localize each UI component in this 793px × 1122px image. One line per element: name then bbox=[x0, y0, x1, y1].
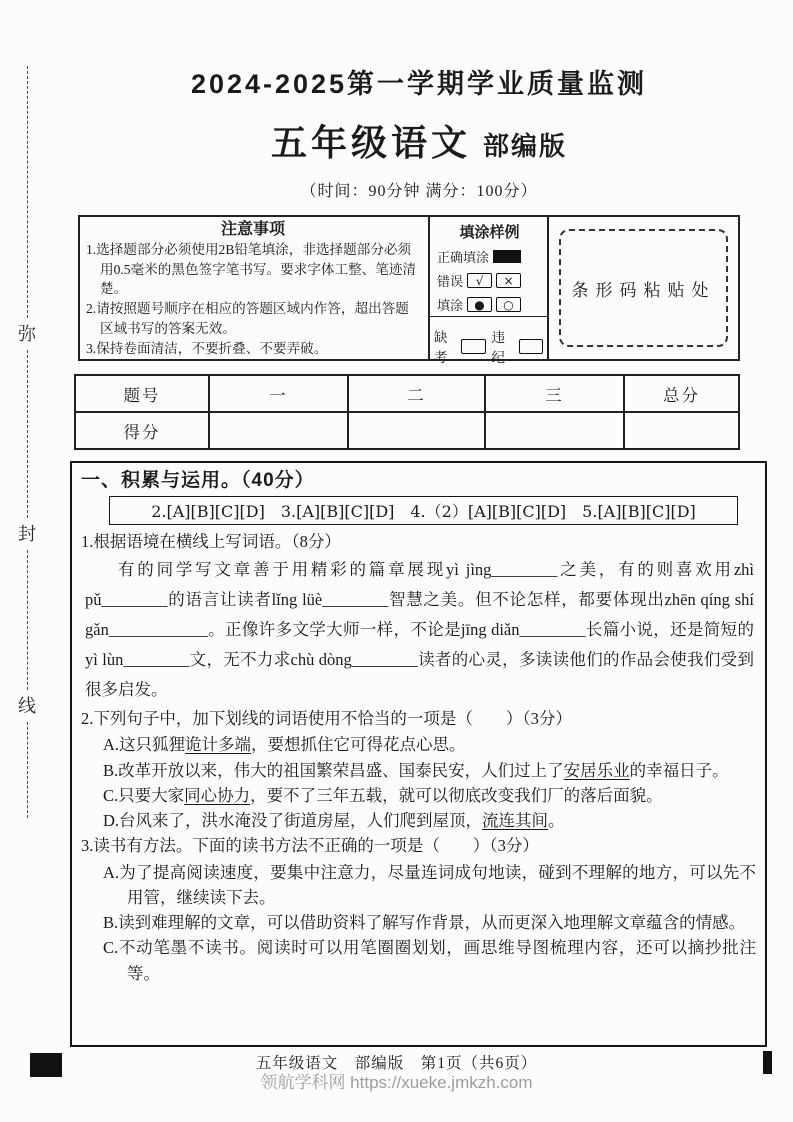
fill-sample-section bbox=[428, 217, 547, 365]
score-header-row bbox=[75, 375, 739, 412]
section-heading: 一、积累与运用。（40分） bbox=[81, 470, 315, 491]
seal-char-mi: 弥 bbox=[18, 324, 36, 344]
score-header-cell: 一 bbox=[209, 375, 348, 412]
score-header-cell: 三 bbox=[485, 375, 624, 412]
fill-sample-title: 填涂样例 bbox=[459, 224, 520, 241]
question-3-option-c: C.不动笔墨不读书。阅读时可以用笔圈圈划划，画思维导图梳理内容，还可以摘抄批注等。 bbox=[103, 938, 756, 983]
fill-sample-main bbox=[430, 217, 547, 316]
correct-fill-label: 正确填涂 bbox=[437, 250, 490, 265]
score-empty-cell bbox=[485, 412, 624, 449]
score-empty-cell bbox=[624, 412, 739, 449]
score-empty-cell bbox=[209, 412, 348, 449]
violation-label: 违纪 bbox=[491, 330, 505, 365]
underlined-phrase: 同心协力 bbox=[184, 785, 251, 805]
fill-sample-correct-row bbox=[437, 247, 542, 266]
score-header-cell: 二 bbox=[348, 375, 485, 412]
option-text: ，要想抓住它可得花点心思。 bbox=[251, 735, 466, 755]
violation-checkbox bbox=[519, 339, 543, 354]
notice-box bbox=[78, 215, 740, 365]
notice-title: 注意事项 bbox=[220, 221, 285, 238]
question-1-passage: 有的同学写文章善于用精彩的篇章展现yì jìng________之美，有的则喜欢用zhì pǔ________的语言让读者lǐng lüè________智慧之美。但不论怎样，都要体现出zhēn qíng shí gǎn____________。正像许多文学大师一样，不论是jīng diǎn________长篇小说，还是简短的yì lùn________文，无不力求chù dòng________读者的心灵，多读读他们的作品会使我们受到很多启发。 bbox=[85, 559, 754, 699]
absent-label: 缺考 bbox=[434, 330, 448, 365]
exam-title: 2024-2025第一学期学业质量监测 bbox=[190, 69, 648, 99]
answer-bubble-row: 2.[A][B][C][D] 3.[A][B][C][D] 4.（2）[A][B][C][D] 5.[A][B][C][D] bbox=[109, 496, 738, 525]
seal-dashed-line bbox=[27, 722, 28, 818]
paper-header bbox=[70, 0, 768, 201]
question-1-stem: 1.根据语境在横线上写词语。（8分） bbox=[81, 531, 341, 551]
option-text: 的幸福日子。 bbox=[629, 760, 729, 780]
subject-line bbox=[70, 115, 768, 166]
question-2-option-a bbox=[81, 732, 756, 757]
underlined-phrase: 流连其间 bbox=[482, 811, 549, 831]
notice-item: 1.选择题部分必须使用2B铅笔填涂，非选择题部分必须用0.5毫米的黑色签字笔书写。要求字体工整、笔迹清楚。 bbox=[86, 242, 417, 297]
question-2-stem: 2.下列句子中，加下划线的词语使用不恰当的一项是（ ）（3分） bbox=[81, 709, 572, 729]
question-3-stem: 3.读书有方法。下面的读书方法不正确的一项是（ ）（3分） bbox=[81, 836, 539, 856]
absent-checkbox bbox=[461, 339, 485, 354]
option-text: B.改革开放以来，伟大的祖国繁荣昌盛、国泰民安，人们过上了 bbox=[103, 760, 564, 780]
seal-char-feng: 封 bbox=[18, 524, 36, 544]
barcode-paste-area: 条形码粘贴处 bbox=[559, 229, 728, 347]
registration-mark-right bbox=[763, 1051, 772, 1074]
fill-label: 填涂 bbox=[437, 298, 464, 313]
option-text: 。 bbox=[548, 811, 565, 831]
question-3-option-b: B.读到难理解的文章，可以借助资料了解写作背景，从而更深入地理解文章蕴含的情感。 bbox=[103, 913, 746, 933]
notice-item: 3.保持卷面清洁，不要折叠、不要弄破。 bbox=[86, 340, 328, 356]
option-text: D.台风来了，洪水淹没了街道房屋，人们爬到屋顶， bbox=[103, 811, 483, 831]
notice-item: 2.请按照题号顺序在相应的答题区域内作答，超出答题区域书写的答案无效。 bbox=[86, 301, 409, 336]
score-header-cell: 总分 bbox=[624, 375, 739, 412]
seal-char-xian: 线 bbox=[18, 696, 36, 716]
score-empty-cell bbox=[348, 412, 485, 449]
fill-sample-fill-row bbox=[437, 295, 542, 314]
watermark: 领航学科网 https://xueke.jmkzh.com bbox=[260, 1073, 533, 1092]
question-3-option-a: A.为了提高阅读速度，要集中注意力，尽量连词成句地读，碰到不理解的地方，可以先不用管，继续读下去。 bbox=[103, 862, 756, 907]
option-text: ，要不了三年五载，就可以彻底改变我们厂的落后面貌。 bbox=[250, 785, 663, 805]
wrong-label: 错误 bbox=[437, 274, 464, 289]
cross-box-icon: × bbox=[496, 273, 521, 288]
question-2-option-c bbox=[81, 783, 756, 808]
fill-sample-wrong-row bbox=[437, 271, 542, 290]
underlined-phrase: 安居乐业 bbox=[563, 760, 630, 780]
option-text: C.只要大家 bbox=[103, 785, 185, 805]
edition-label: 部编版 bbox=[483, 131, 568, 161]
absent-violation-row bbox=[430, 316, 547, 370]
seal-dashed-line bbox=[27, 350, 28, 518]
question-2-option-d bbox=[81, 808, 756, 833]
seal-margin bbox=[14, 66, 40, 878]
question-2-option-b bbox=[81, 758, 756, 783]
score-header-cell: 题号 bbox=[75, 375, 209, 412]
score-row-label: 得分 bbox=[75, 412, 209, 449]
subject-title: 五年级语文 bbox=[270, 122, 471, 163]
filled-rectangle-icon bbox=[493, 250, 521, 263]
time-score-meta: （时间：90分钟 满分：100分） bbox=[300, 183, 538, 200]
score-table bbox=[74, 374, 740, 450]
page-footer: 五年级语文 部编版 第1页（共6页） bbox=[255, 1055, 538, 1072]
option-text: A.这只狐狸 bbox=[103, 735, 186, 755]
seal-dashed-line bbox=[27, 550, 28, 690]
filled-dot-box-icon: ● bbox=[467, 297, 492, 312]
seal-dashed-line bbox=[27, 66, 28, 318]
registration-mark-left bbox=[30, 1053, 62, 1077]
notice-section bbox=[80, 217, 428, 359]
section-one-box bbox=[70, 461, 767, 1047]
paper-content bbox=[70, 0, 768, 1047]
hollow-circle-box-icon: ○ bbox=[496, 297, 521, 312]
barcode-section bbox=[547, 217, 738, 359]
score-value-row bbox=[75, 412, 739, 449]
underlined-phrase: 诡计多端 bbox=[185, 735, 252, 755]
checkmark-box-icon: √ bbox=[467, 273, 492, 288]
